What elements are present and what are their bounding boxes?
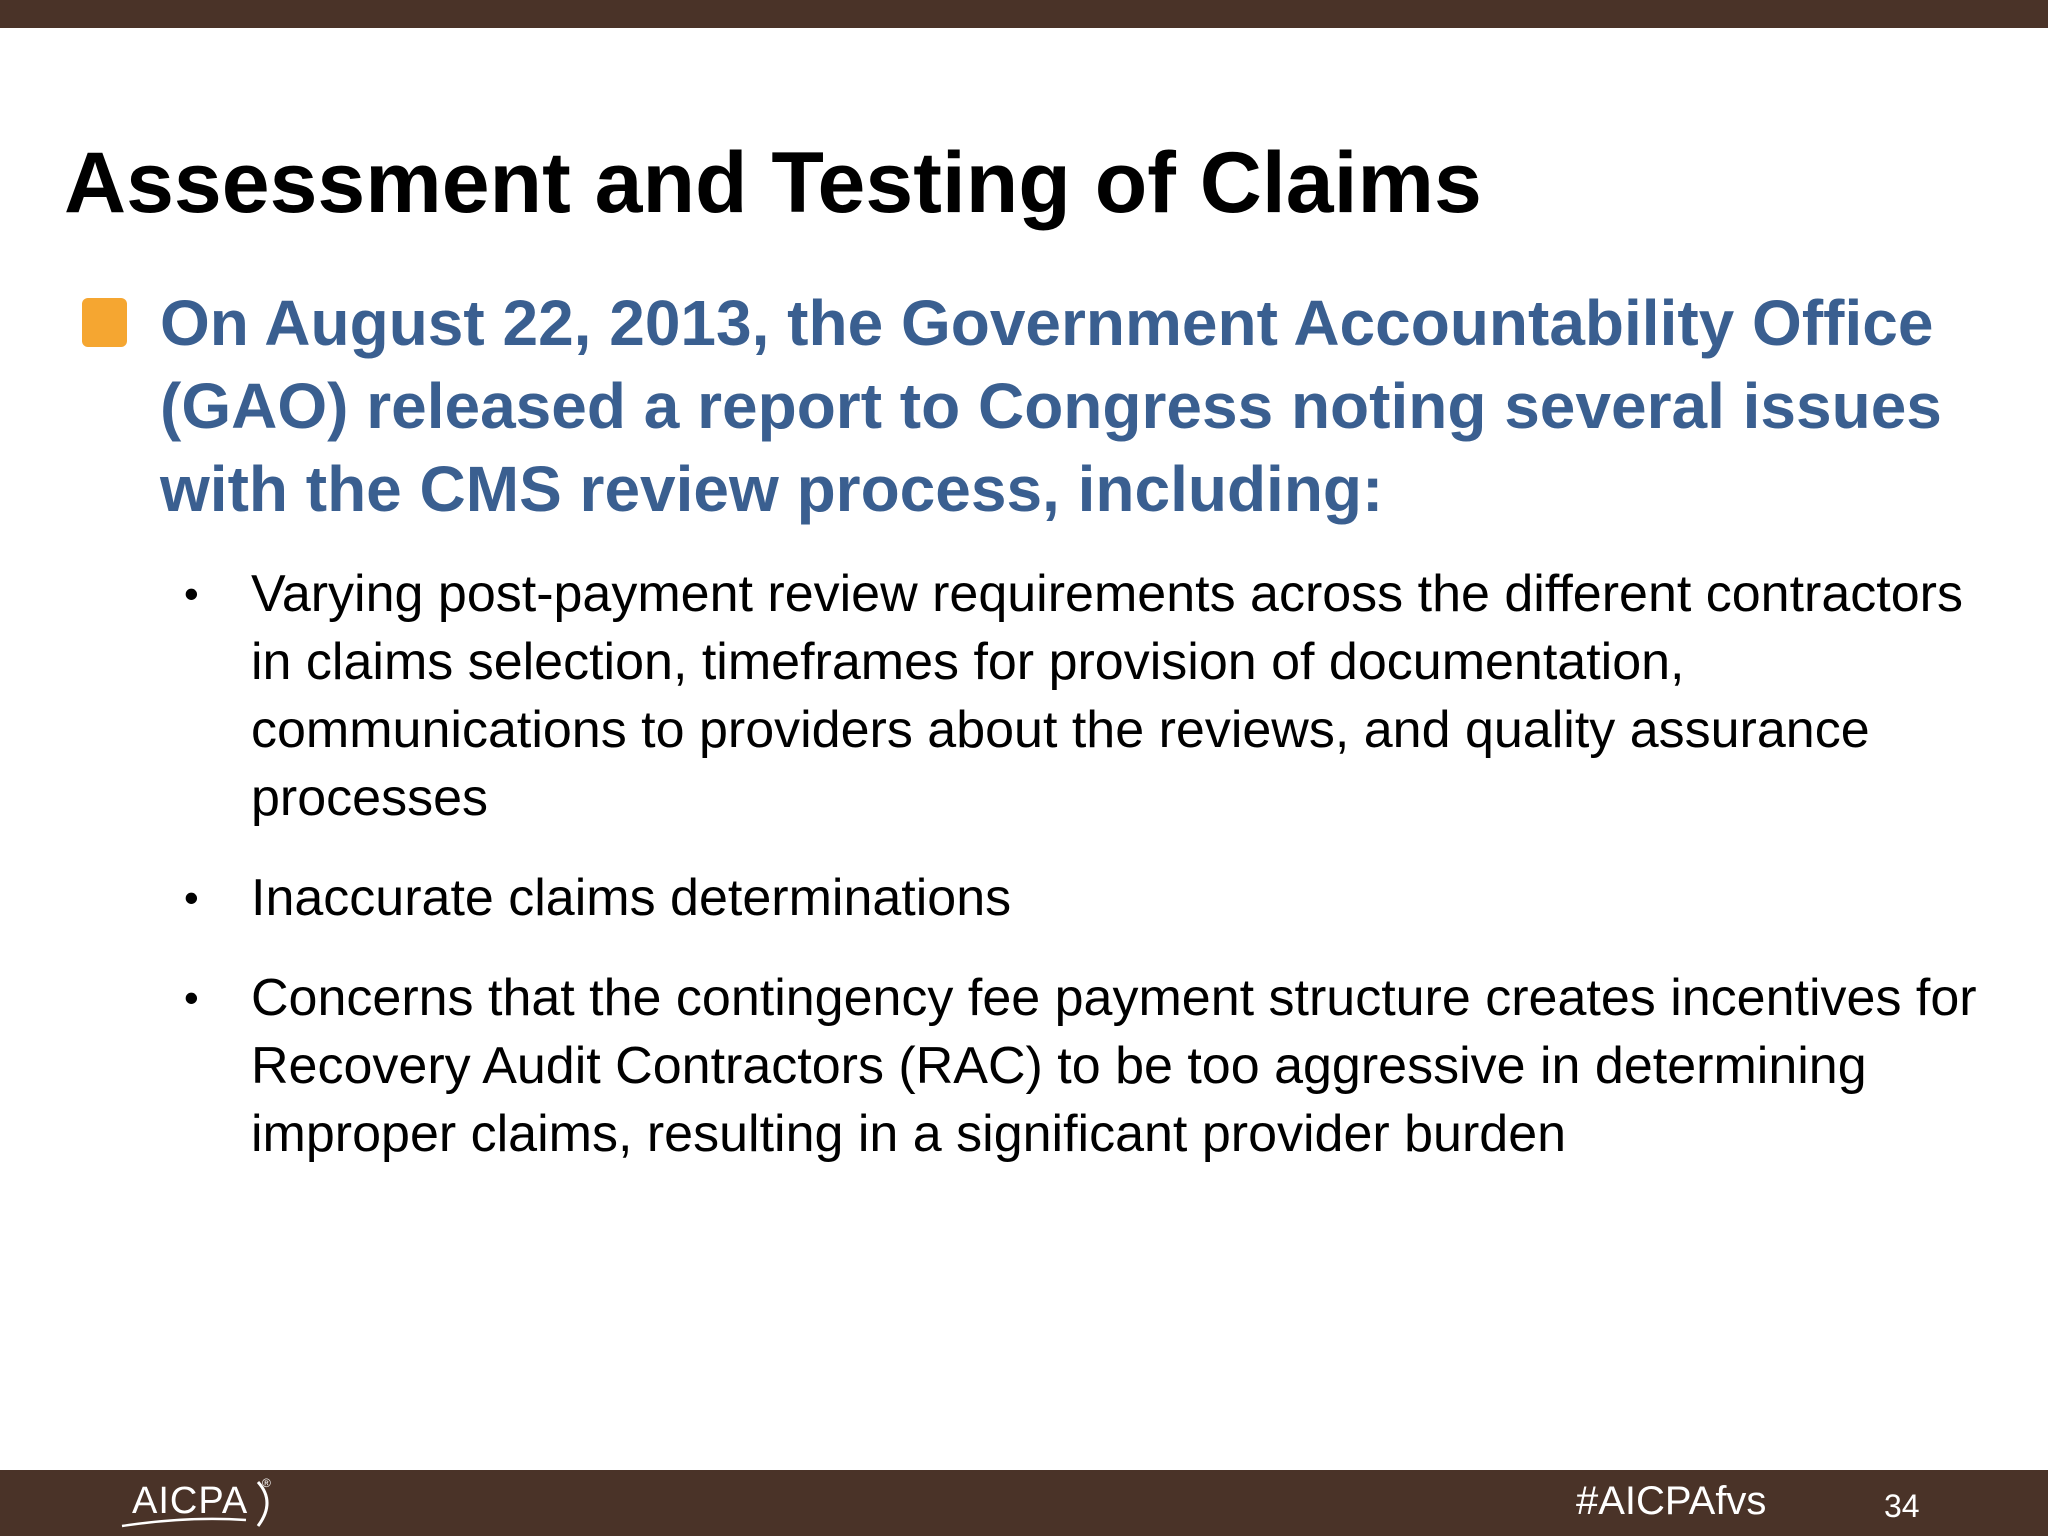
slide-title: Assessment and Testing of Claims — [64, 135, 1482, 231]
sub-point — [180, 560, 1980, 832]
top-bar — [0, 0, 2048, 28]
page-number: 34 — [1884, 1488, 1920, 1524]
sub-point-text: Concerns that the contingency fee payment structure creates incentives for Recovery Audit Contractors (RAC) to be too aggressive in determining improper claims, resulting in a significant provider burden — [251, 969, 1977, 1163]
sub-point-text: Varying post-payment review requirements across the different contractors in claims selection, timeframes for provision of documentation, communications to providers about the reviews, and quality assurance processes — [251, 565, 1963, 827]
sub-point-text: Inaccurate claims determinations — [251, 869, 1012, 927]
registered-mark: ® — [262, 1476, 271, 1490]
sub-point — [180, 964, 1980, 1168]
sub-point — [180, 864, 1980, 932]
bullet-icon: • — [184, 570, 199, 617]
logo-text: AICPA — [132, 1480, 249, 1522]
hashtag: #AICPAfvs — [1576, 1479, 1767, 1523]
main-bullet-square — [82, 298, 127, 347]
main-point: On August 22, 2013, the Government Accountability Office (GAO) released a report to Congress noting several issues with the CMS review process, including: — [160, 287, 1942, 525]
sub-point-list — [180, 560, 1980, 1200]
bullet-icon: • — [184, 874, 199, 921]
bullet-icon: • — [184, 974, 199, 1021]
